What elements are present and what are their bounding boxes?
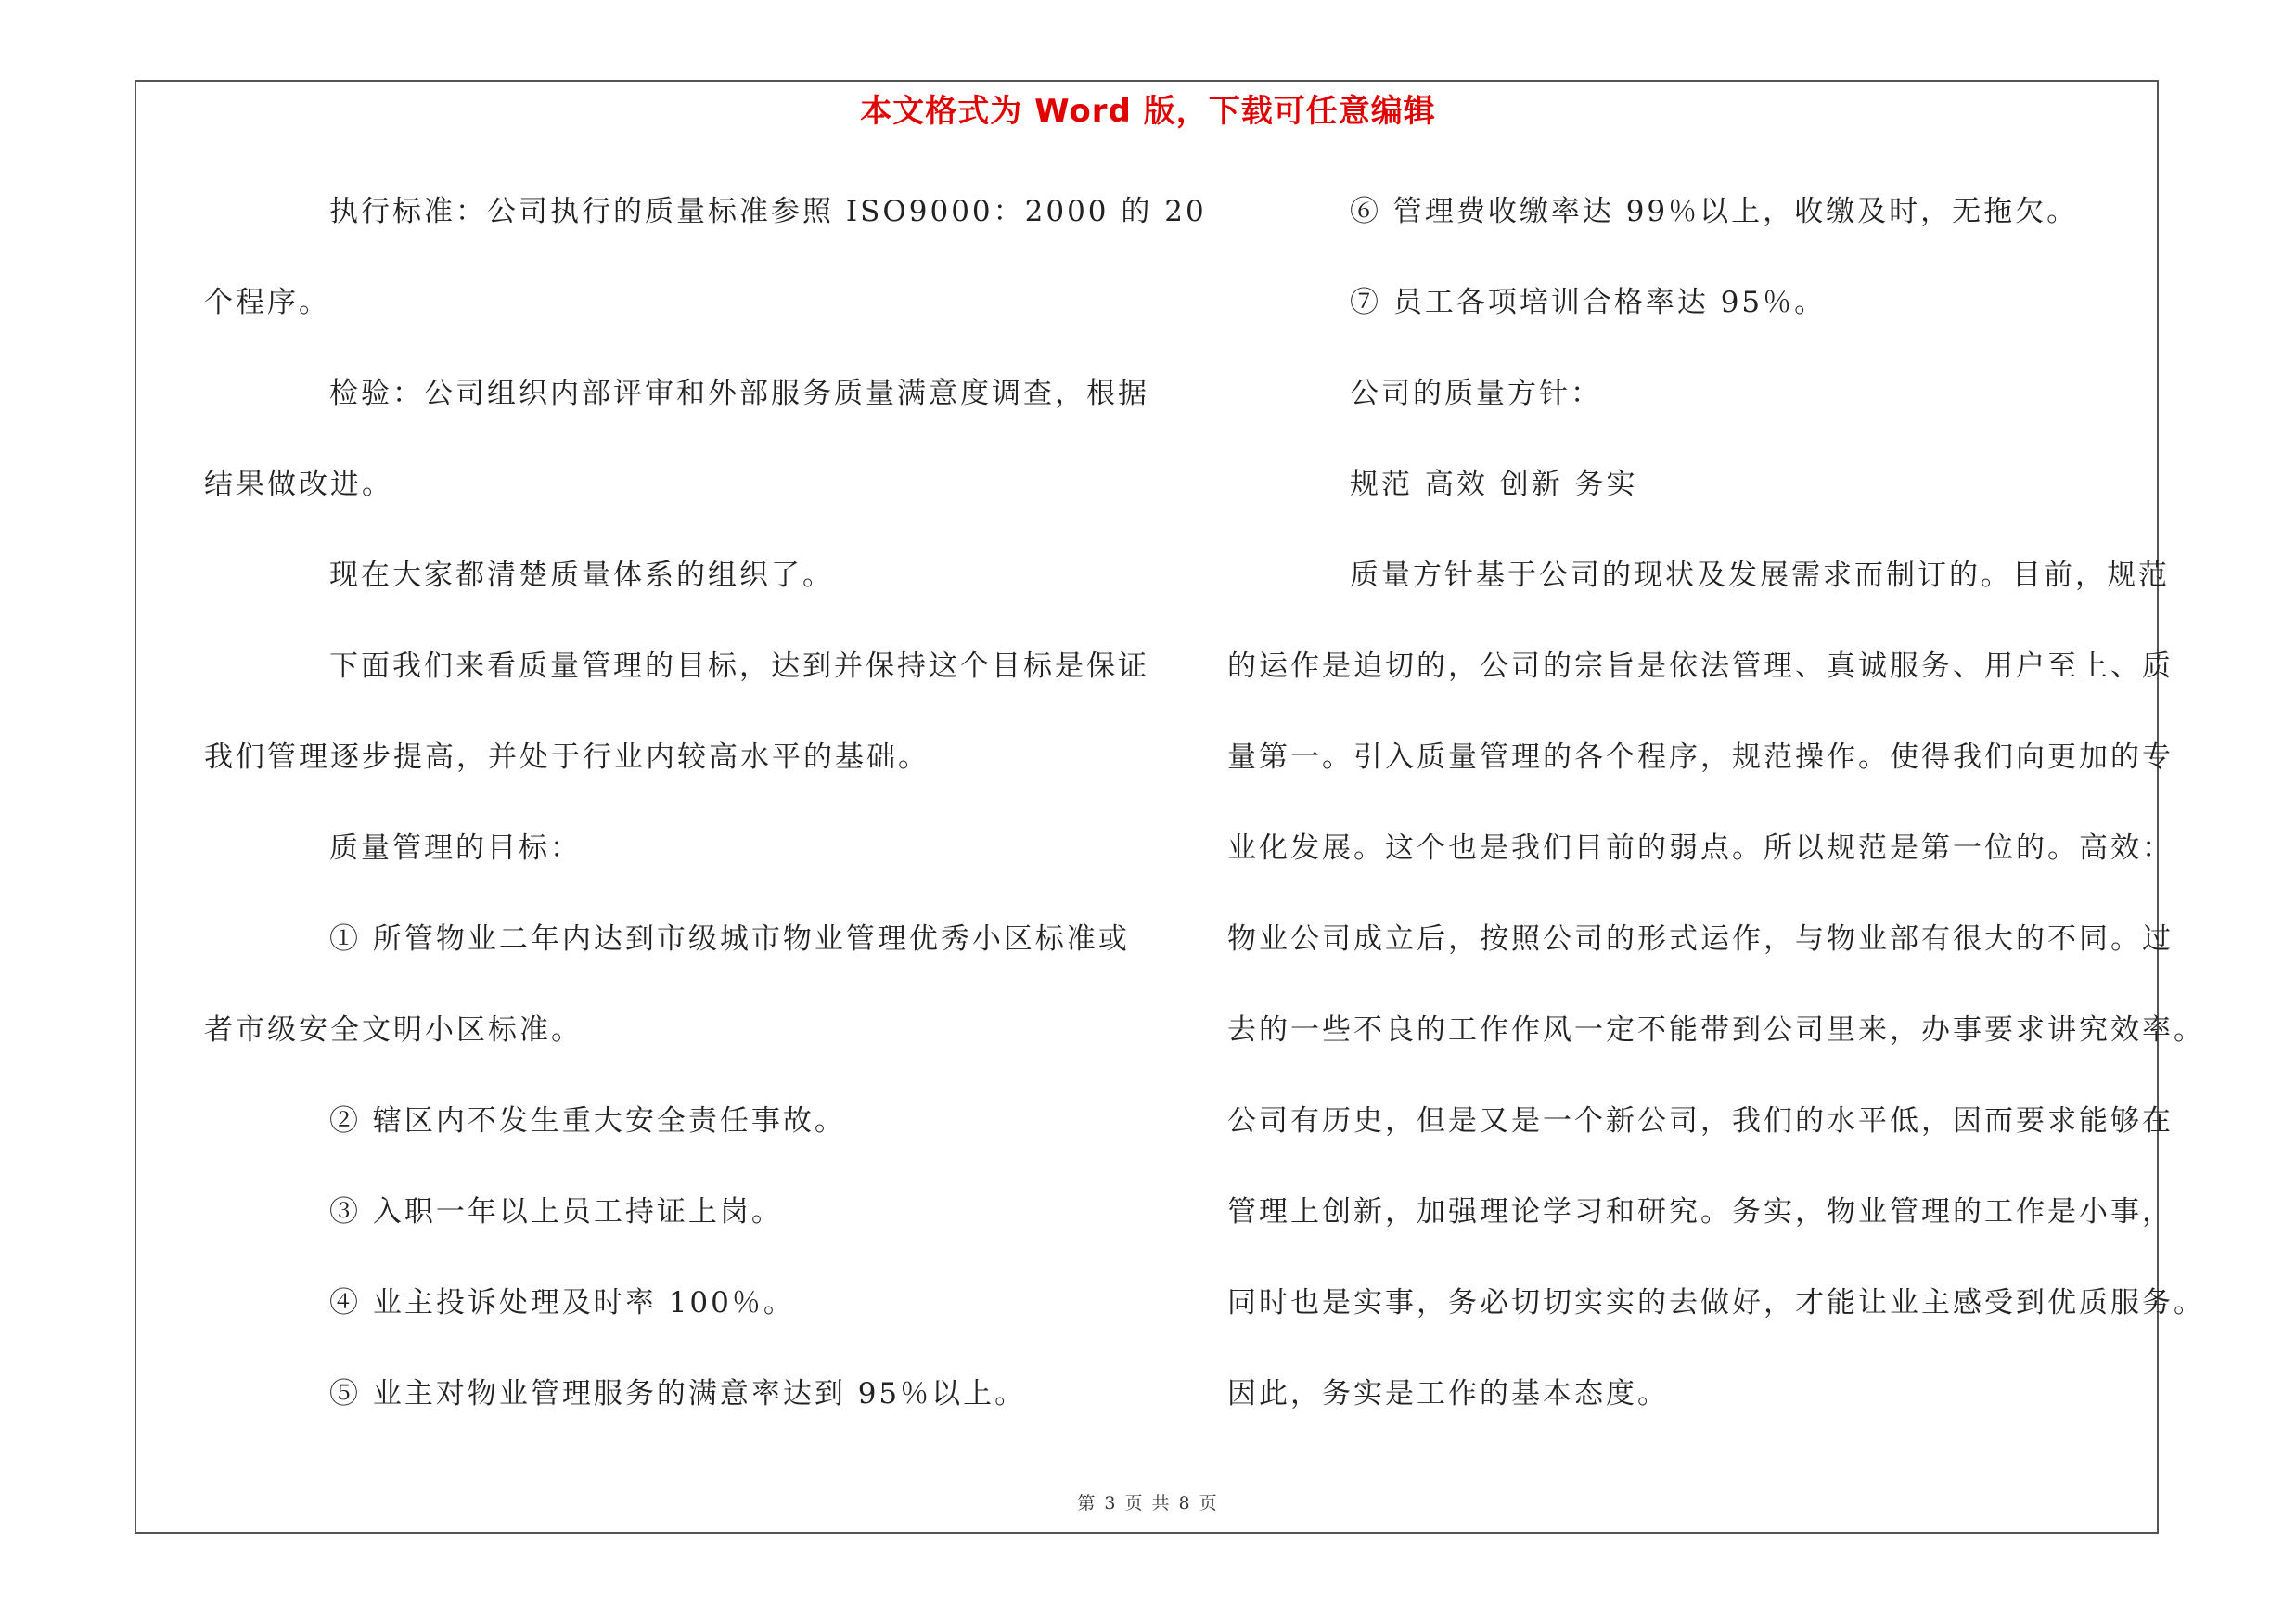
paragraph-line: 业化发展。这个也是我们目前的弱点。所以规范是第一位的。高效：	[1227, 831, 2174, 865]
paragraph-line: 因此，务实是工作的基本态度。	[1227, 1377, 1669, 1410]
list-item: ⑦ 员工各项培训合格率达 95％。	[1350, 286, 1827, 319]
list-item: ② 辖区内不发生重大安全责任事故。	[329, 1104, 846, 1138]
paragraph-line: 个程序。	[204, 286, 330, 319]
paragraph-line: 量第一。引入质量管理的各个程序，规范操作。使得我们向更加的专	[1227, 741, 2174, 774]
paragraph-line: 执行标准：公司执行的质量标准参照 ISO9000：2000 的 20	[329, 195, 1207, 228]
list-item: ③ 入职一年以上员工持证上岗。	[329, 1195, 783, 1229]
list-item: ⑤ 业主对物业管理服务的满意率达到 95％以上。	[329, 1377, 1027, 1410]
paragraph-line: 质量方针基于公司的现状及发展需求而制订的。目前，规范	[1350, 559, 2170, 592]
paragraph-line: 公司有历史，但是又是一个新公司，我们的水平低，因而要求能够在	[1227, 1104, 2174, 1138]
list-item: ④ 业主投诉处理及时率 100％。	[329, 1286, 795, 1320]
paragraph-line: 结果做改进。	[204, 468, 393, 501]
paragraph-line: 公司的质量方针：	[1350, 377, 1602, 410]
paragraph-line: 质量管理的目标：	[329, 831, 582, 865]
paragraph-line: 去的一些不良的工作作风一定不能带到公司里来，办事要求讲究效率。	[1227, 1013, 2205, 1047]
document-banner: 本文格式为 Word 版，下载可任意编辑	[860, 93, 1436, 130]
paragraph-line: 物业公司成立后，按照公司的形式运作，与物业部有很大的不同。过	[1227, 922, 2174, 956]
paragraph-line: 现在大家都清楚质量体系的组织了。	[329, 559, 834, 592]
paragraph-line: 我们管理逐步提高，并处于行业内较高水平的基础。	[204, 741, 930, 774]
paragraph-line: 的运作是迫切的，公司的宗旨是依法管理、真诚服务、用户至上、质	[1227, 650, 2174, 683]
page-number: 第 3 页 共 8 页	[1077, 1493, 1219, 1514]
paragraph-line: 管理上创新，加强理论学习和研究。务实，物业管理的工作是小事，	[1227, 1195, 2174, 1229]
list-item: ⑥ 管理费收缴率达 99％以上，收缴及时，无拖欠。	[1350, 195, 2079, 228]
paragraph-line: 检验：公司组织内部评审和外部服务质量满意度调查，根据	[329, 377, 1149, 410]
paragraph-line: 同时也是实事，务必切切实实的去做好，才能让业主感受到优质服务。	[1227, 1286, 2205, 1320]
list-item: ① 所管物业二年内达到市级城市物业管理优秀小区标准或	[329, 922, 1130, 956]
paragraph-line: 规范 高效 创新 务实	[1350, 468, 1638, 501]
paragraph-line: 下面我们来看质量管理的目标，达到并保持这个目标是保证	[329, 650, 1149, 683]
paragraph-line: 者市级安全文明小区标准。	[204, 1013, 583, 1047]
